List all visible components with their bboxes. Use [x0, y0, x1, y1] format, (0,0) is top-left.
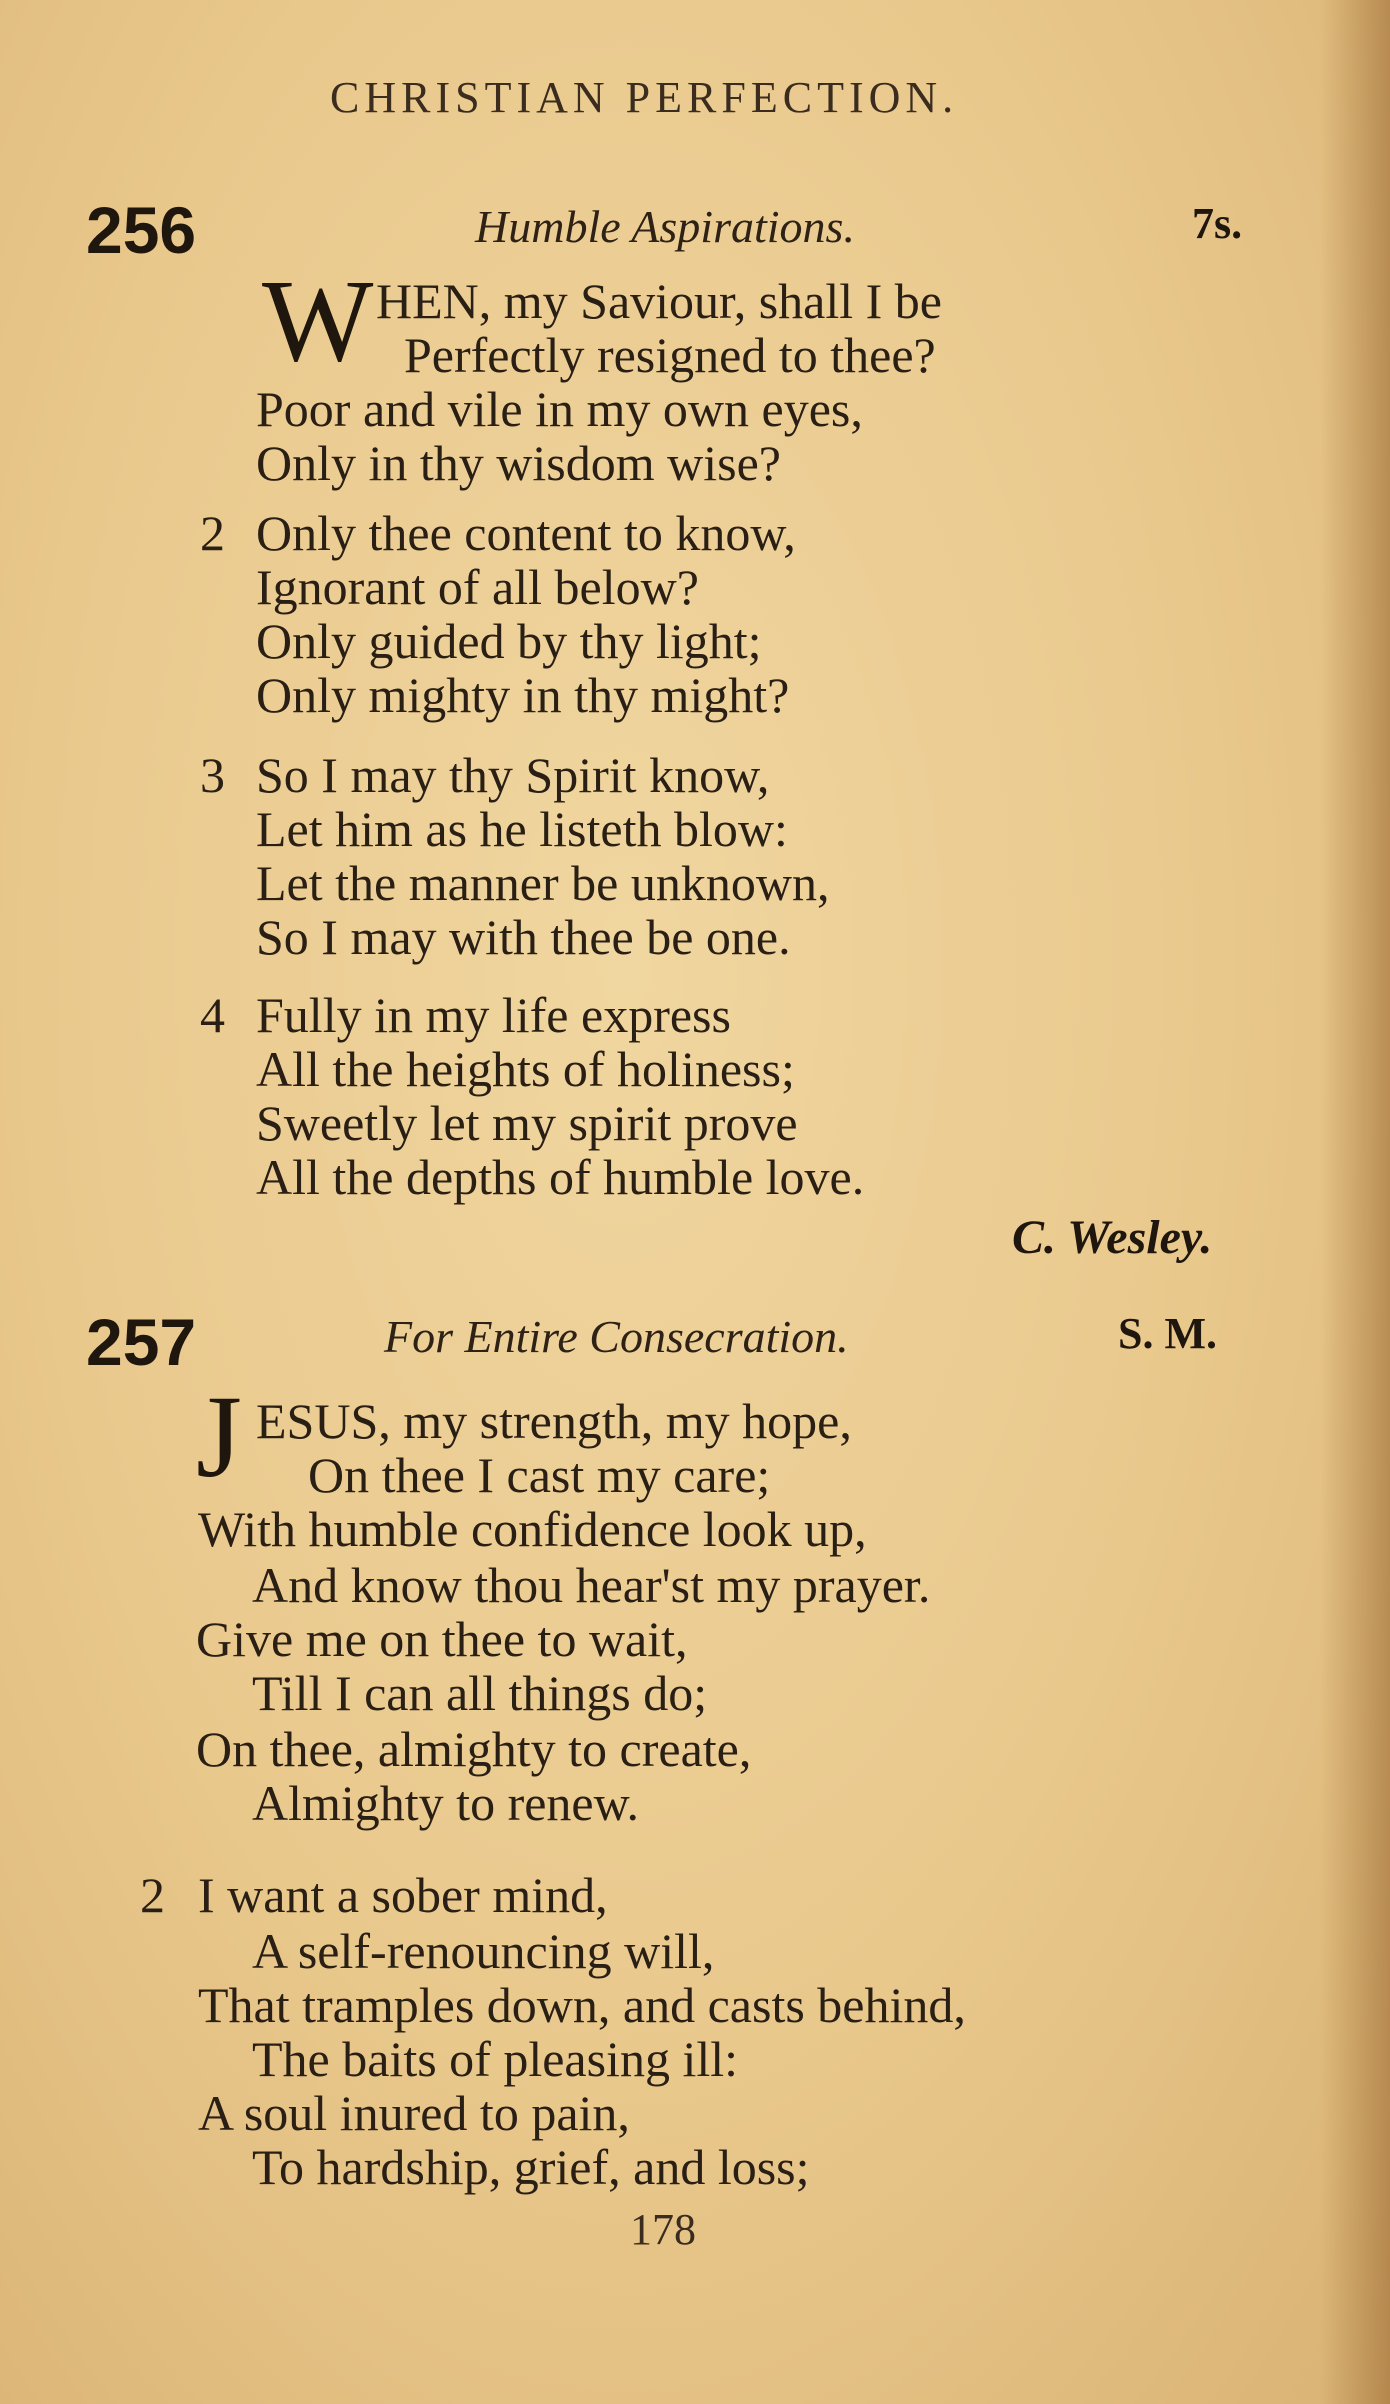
drop-cap: J	[196, 1371, 242, 1502]
hymn-meter: S. M.	[1118, 1309, 1217, 1358]
stanza-number: 2	[200, 505, 225, 561]
hymn-line: Till I can all things do;	[252, 1665, 708, 1721]
hymn-line: All the heights of holiness;	[256, 1041, 795, 1097]
page-edge-shadow	[1320, 0, 1390, 2404]
stanza-number: 3	[200, 747, 225, 803]
stanza-number: 4	[200, 987, 225, 1043]
hymn-line: The baits of pleasing ill:	[252, 2031, 739, 2087]
hymn-line: That tramples down, and casts behind,	[198, 1977, 966, 2033]
hymn-line: Almighty to renew.	[252, 1775, 639, 1831]
hymn-line: ESUS, my strength, my hope,	[256, 1393, 852, 1449]
hymn-meter: 7s.	[1192, 199, 1243, 248]
hymn-title: For Entire Consecration.	[384, 1311, 849, 1362]
hymn-line: Let the manner be unknown,	[256, 855, 830, 911]
author-attribution: C. Wesley.	[1012, 1211, 1213, 1264]
hymn-line: So I may with thee be one.	[256, 909, 791, 965]
hymn-line: On thee I cast my care;	[308, 1447, 771, 1503]
hymn-line: A soul inured to pain,	[198, 2085, 630, 2141]
hymn-line: So I may thy Spirit know,	[256, 747, 770, 803]
hymn-line: With humble confidence look up,	[198, 1501, 867, 1557]
hymn-line: To hardship, grief, and loss;	[252, 2139, 810, 2195]
hymn-line: HEN, my Saviour, shall I be	[376, 273, 942, 329]
hymn-number: 256	[86, 193, 197, 267]
hymn-number: 257	[86, 1305, 197, 1379]
hymn-line: Fully in my life express	[256, 987, 731, 1043]
hymn-line: On thee, almighty to create,	[196, 1721, 752, 1777]
hymn-line: Let him as he listeth blow:	[256, 801, 788, 857]
hymn-line: Only thee content to know,	[256, 505, 796, 561]
stanza-number: 2	[140, 1867, 165, 1923]
page-number: 178	[630, 2205, 696, 2254]
hymn-line: I want a sober mind,	[198, 1867, 608, 1923]
hymn-line: Poor and vile in my own eyes,	[256, 381, 863, 437]
hymn-line: Only guided by thy light;	[256, 613, 762, 669]
hymn-line: Give me on thee to wait,	[196, 1611, 688, 1667]
drop-cap: W	[262, 255, 374, 386]
hymn-line: Only in thy wisdom wise?	[256, 435, 781, 491]
running-head: CHRISTIAN PERFECTION.	[330, 73, 959, 122]
hymn-line: All the depths of humble love.	[256, 1149, 865, 1205]
hymn-line: And know thou hear'st my prayer.	[252, 1557, 931, 1613]
hymn-line: Sweetly let my spirit prove	[256, 1095, 798, 1151]
hymn-title: Humble Aspirations.	[475, 201, 855, 252]
hymn-line: A self-renouncing will,	[252, 1923, 715, 1979]
hymn-line: Perfectly resigned to thee?	[404, 327, 936, 383]
hymn-line: Only mighty in thy might?	[256, 667, 790, 723]
hymn-line: Ignorant of all below?	[256, 559, 699, 615]
